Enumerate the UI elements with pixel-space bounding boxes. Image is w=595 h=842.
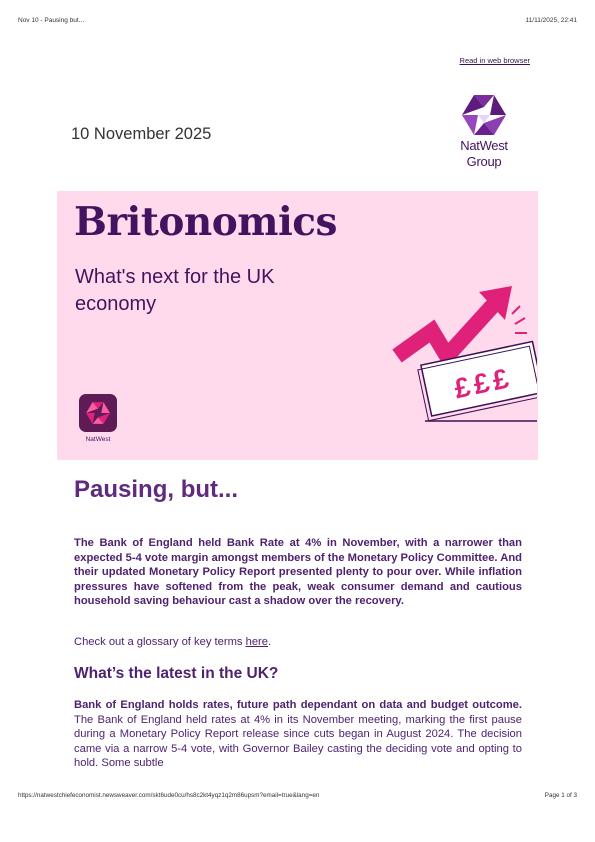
paragraph-body: The Bank of England held rates at 4% in its November meeting, marking the first pause during a Monetary Policy Report release since cuts began in August 2024. The decision came via a narrow 5-4 vote, with Governor Bailey casting the deciding vote and opting to hold. Some subtle: [74, 713, 522, 769]
print-footer-url: https://natwestchiefeconomist.newsweaver.com/skt6ude0cu/hs8c2kt4yqz1q2m86upsm?email=true&lang=en: [18, 792, 320, 799]
print-footer-page: Page 1 of 3: [544, 792, 577, 799]
banner-natwest-logo: [79, 394, 117, 443]
natwest-cubes-icon: [460, 93, 508, 137]
glossary-prefix: Check out a glossary of key terms: [74, 636, 246, 648]
print-header-title: Nov 10 - Pausing but...: [18, 17, 85, 24]
article-paragraph: [74, 698, 522, 776]
read-in-browser-link[interactable]: Read in web browser: [459, 56, 530, 65]
glossary-line: [74, 636, 271, 648]
article-intro: The Bank of England held Bank Rate at 4% in November, with a narrower than expected 5-4 vote margin amongst members of the Monetary Policy Committee. And their updated Monetary Policy Report presented plenty to pour over. While inflation pressures have softened from the peak, weak consumer demand and cautious household saving behaviour cast a shadow over the recovery.: [74, 537, 522, 607]
banner-title: Britonomics: [74, 199, 338, 245]
paragraph-lead: Bank of England holds rates, future path dependant on data and budget outcome.: [74, 699, 522, 711]
article-title: Pausing, but...: [74, 476, 239, 503]
logo-text-group: Group: [466, 154, 502, 169]
glossary-here-link[interactable]: here: [245, 636, 269, 648]
section-title-uk-latest: What’s the latest in the UK?: [74, 665, 279, 682]
glossary-suffix: .: [268, 636, 272, 648]
logo-text-natwest: NatWest: [460, 138, 508, 153]
britonomics-banner: [57, 191, 538, 460]
newsletter-date: 10 November 2025: [71, 125, 212, 143]
rising-arrow-money-icon: [357, 286, 537, 431]
pound-signs: £££: [451, 361, 516, 405]
print-header-timestamp: 11/11/2025, 22:41: [525, 17, 577, 24]
banner-logo-label: NatWest: [85, 436, 111, 443]
banner-subtitle: What's next for the UK economy: [75, 266, 275, 315]
natwest-group-logo: [452, 93, 516, 169]
natwest-cubes-icon: [85, 401, 111, 425]
